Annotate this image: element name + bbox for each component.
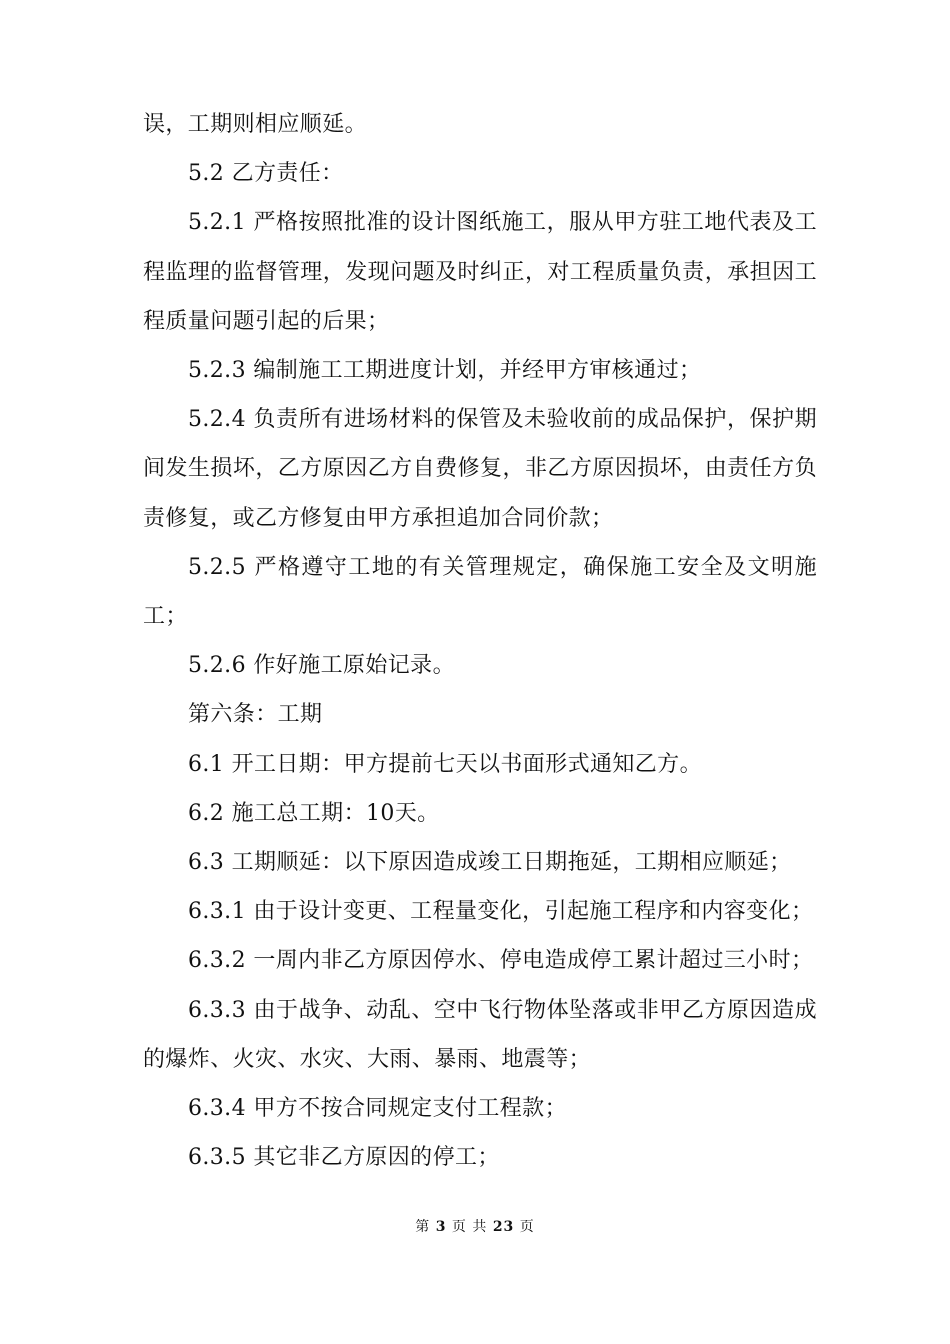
paragraph-5-2-6: 5.2.6 作好施工原始记录。	[188, 653, 455, 679]
paragraph-6-3-3: 6.3.3 由于战争、动乱、空中飞行物体坠落或非甲乙方原因造成的爆炸、火灾、水灾、大雨、暴雨、地震等；	[143, 997, 817, 1072]
paragraph-6-3-4: 6.3.4 甲方不按合同规定支付工程款；	[188, 1096, 567, 1122]
paragraph-6-3: 6.3 工期顺延：以下原因造成竣工日期拖延，工期相应顺延；	[188, 850, 792, 876]
paragraph-5-2-1: 5.2.1 严格按照批准的设计图纸施工，服从甲方驻工地代表及工程监理的监督管理，发现问题及时纠正，对工程质量负责，承担因工程质量问题引起的后果；	[143, 210, 817, 334]
footer-prefix: 第	[415, 1219, 431, 1235]
footer-suffix: 页	[519, 1219, 535, 1235]
paragraph-5-2-4: 5.2.4 负责所有进场材料的保管及未验收前的成品保护，保护期间发生损坏，乙方原因乙方自费修复，非乙方原因损坏，由责任方负责修复，或乙方修复由甲方承担追加合同价款；	[143, 407, 817, 531]
paragraph-6-2: 6.2 施工总工期：10天。	[188, 800, 440, 826]
paragraph-continuation: 误，工期则相应顺延。	[143, 112, 368, 137]
paragraph-6-3-5: 6.3.5 其它非乙方原因的停工；	[188, 1145, 500, 1171]
page-footer	[0, 1216, 950, 1236]
paragraph-6-3-2: 6.3.2 一周内非乙方原因停水、停电造成停工累计超过三小时；	[188, 948, 814, 974]
footer-middle: 页 共	[451, 1219, 488, 1235]
paragraph-6-1: 6.1 开工日期：甲方提前七天以书面形式通知乙方。	[188, 751, 702, 777]
paragraph-5-2-heading: 5.2 乙方责任：	[188, 161, 344, 187]
document-body	[143, 100, 817, 1182]
paragraph-5-2-3: 5.2.3 编制施工工期进度计划，并经甲方审核通过；	[188, 358, 702, 384]
paragraph-6-3-1: 6.3.1 由于设计变更、工程量变化，引起施工程序和内容变化；	[188, 899, 814, 925]
paragraph-5-2-5: 5.2.5 严格遵守工地的有关管理规定，确保施工安全及文明施工；	[143, 554, 817, 630]
section-6-heading: 第六条：工期	[188, 702, 323, 728]
current-page-number: 3	[435, 1219, 447, 1235]
total-page-count: 23	[492, 1219, 515, 1235]
